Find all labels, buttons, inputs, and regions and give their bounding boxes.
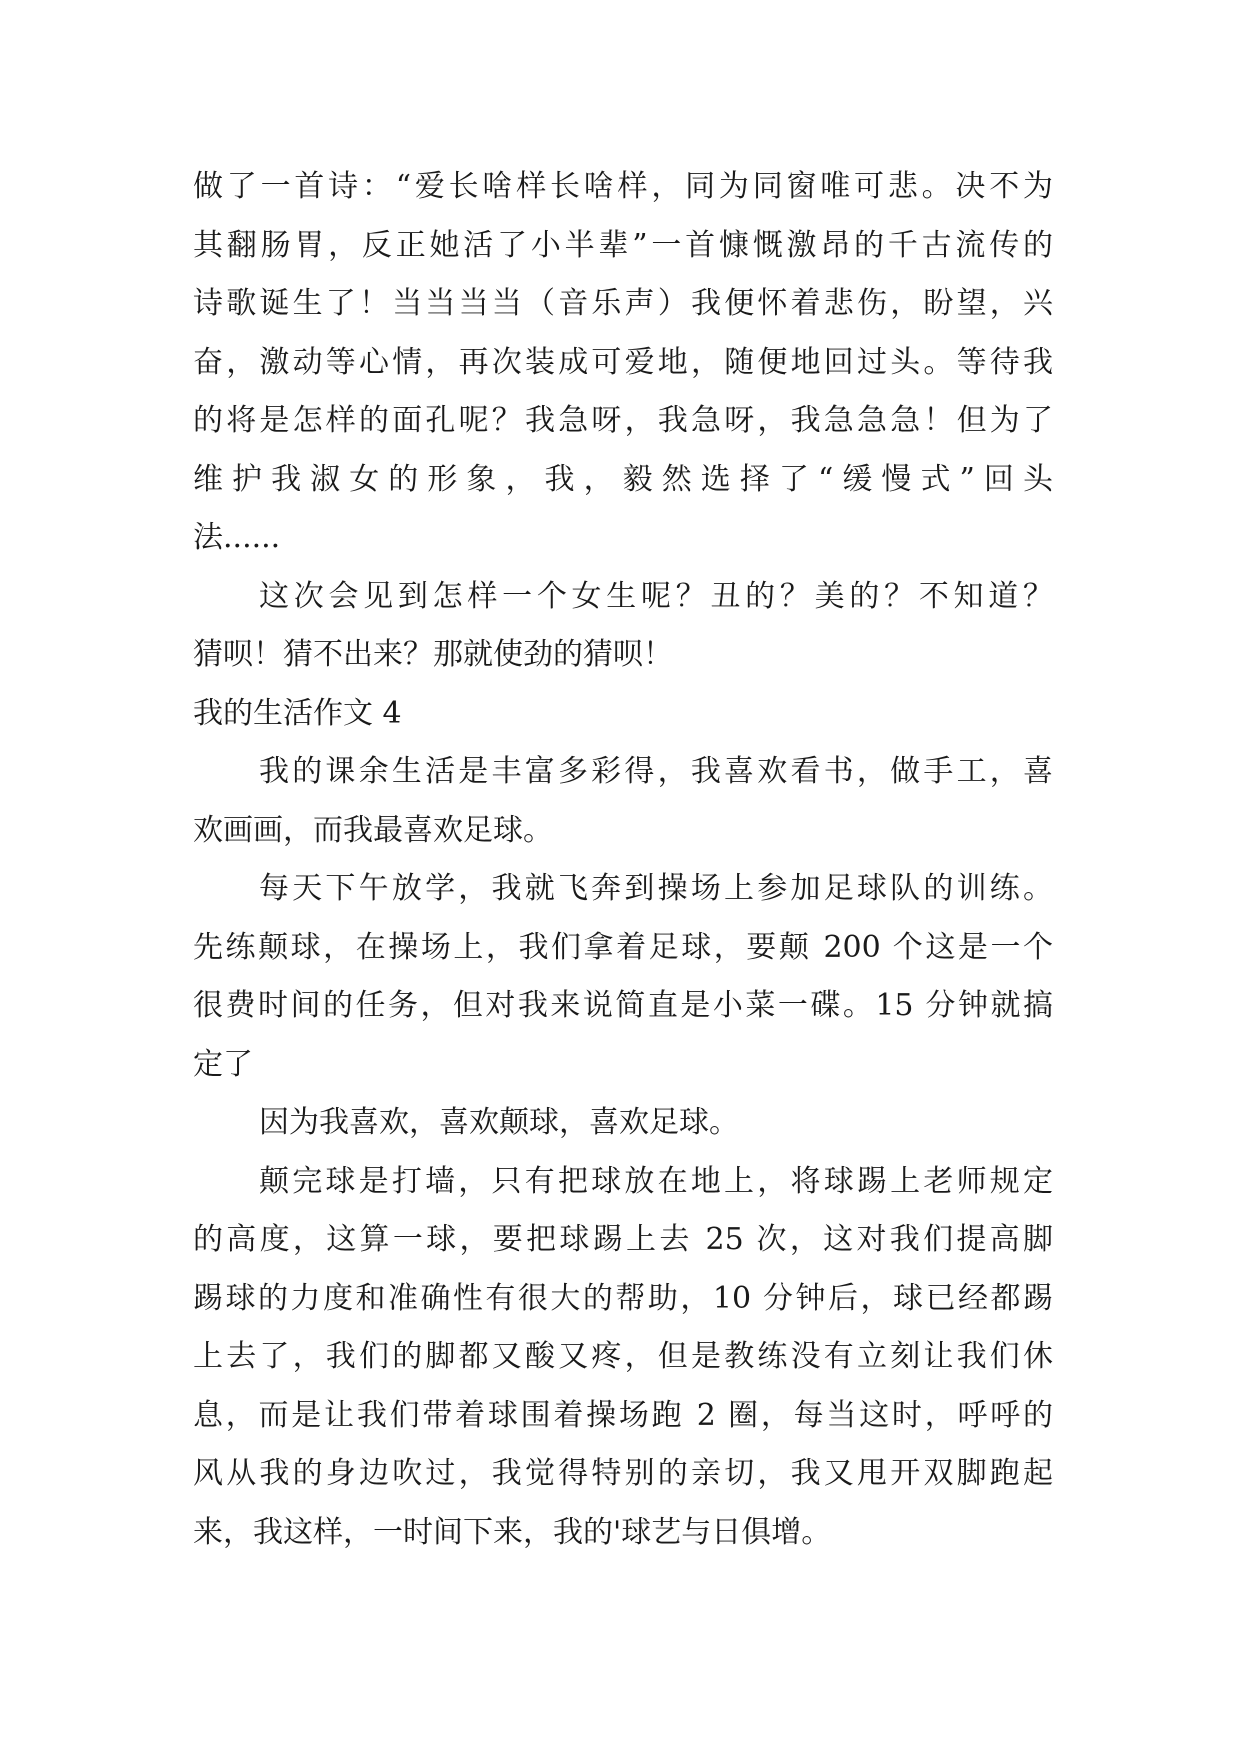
paragraph-guess [193,568,1053,685]
text-line: 这次会见到怎样一个女生呢？丑的？美的？不知道？ [259,578,1053,614]
text-line: 的将是怎样的面孔呢？我急呀，我急呀，我急急急！但为了 [193,403,1053,438]
text-line: 因为我喜欢，喜欢颠球，喜欢足球。 [259,1105,739,1140]
text-line: 息，而是让我们带着球围着操场跑 2 圈，每当这时，呼呼的 [193,1397,1053,1433]
document-body [193,158,1053,1562]
text-line: 我的课余生活是丰富多彩得，我喜欢看书，做手工，喜 [259,754,1053,789]
text-line: 猜呗！猜不出来？那就使劲的猜呗！ [193,637,673,672]
text-line: 颠完球是打墙，只有把球放在地上，将球踢上老师规定 [259,1163,1053,1199]
text-line: 先练颠球，在操场上，我们拿着足球，要颠 200 个这是一个 [193,929,1053,965]
text-line: 诗歌诞生了！当当当当（音乐声）我便怀着悲伤，盼望，兴 [193,286,1053,321]
paragraph-wall-practice [193,1153,1053,1563]
text-line: 踢球的力度和准确性有很大的帮助，10 分钟后，球已经都踢 [193,1280,1053,1316]
text-line: 每天下午放学，我就飞奔到操场上参加足球队的训练。 [259,871,1053,906]
paragraph-training [193,860,1053,1094]
text-line: 欢画画，而我最喜欢足球。 [193,812,553,848]
text-line: 定了 [193,1046,253,1082]
paragraph-poem [193,158,1053,568]
text-line: 做了一首诗：“爱长啥样长啥样，同为同窗唯可悲。决不为 [193,169,1053,204]
paragraph-reason [193,1094,1053,1153]
text-line: 的高度，这算一球，要把球踢上去 25 次，这对我们提高脚 [193,1222,1053,1257]
text-line: 奋，激动等心情，再次装成可爱地，随便地回过头。等待我 [193,344,1053,380]
text-line: 来，我这样，一时间下来，我的'球艺与日俱增。 [193,1514,832,1550]
text-line: 法...... [193,520,281,555]
text-line: 很费时间的任务，但对我来说简直是小菜一碟。15 分钟就搞 [193,988,1053,1023]
paragraph-hobbies [193,743,1053,860]
text-line: 其翻肠胃，反正她活了小半辈”一首慷慨激昂的千古流传的 [193,227,1053,263]
text-line: 维护我淑女的形象，我，毅然选择了“缓慢式”回头 [193,461,1053,497]
section-heading: 我的生活作文 4 [193,695,402,731]
text-line: 上去了，我们的脚都又酸又疼，但是教练没有立刻让我们休 [193,1339,1053,1374]
text-line: 风从我的身边吹过，我觉得特别的亲切，我又甩开双脚跑起 [193,1456,1053,1491]
